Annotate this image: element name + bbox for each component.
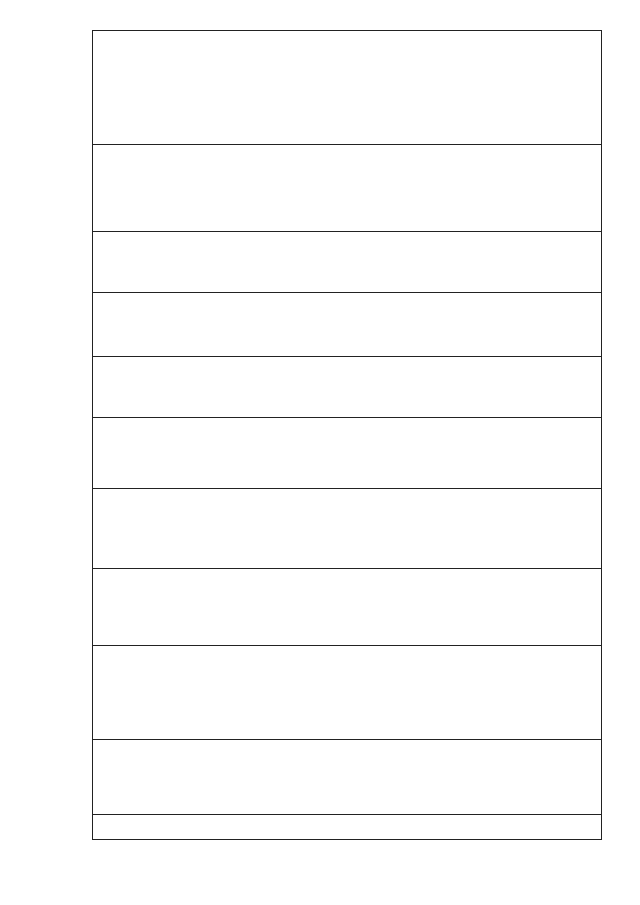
col-header-6	[93, 418, 602, 489]
program-table	[92, 30, 602, 840]
col-header-1	[93, 814, 602, 839]
col-header-7	[93, 356, 602, 418]
col-header-10	[93, 145, 602, 232]
rotated-table-wrapper	[92, 30, 602, 840]
col-header-8	[93, 293, 602, 357]
col-header-4	[93, 568, 602, 645]
col-header-5	[93, 489, 602, 569]
col-header-2	[93, 739, 602, 814]
col-header-9	[93, 231, 602, 293]
header-row	[93, 31, 602, 840]
col-header-3	[93, 646, 602, 739]
col-header-11	[93, 31, 602, 145]
